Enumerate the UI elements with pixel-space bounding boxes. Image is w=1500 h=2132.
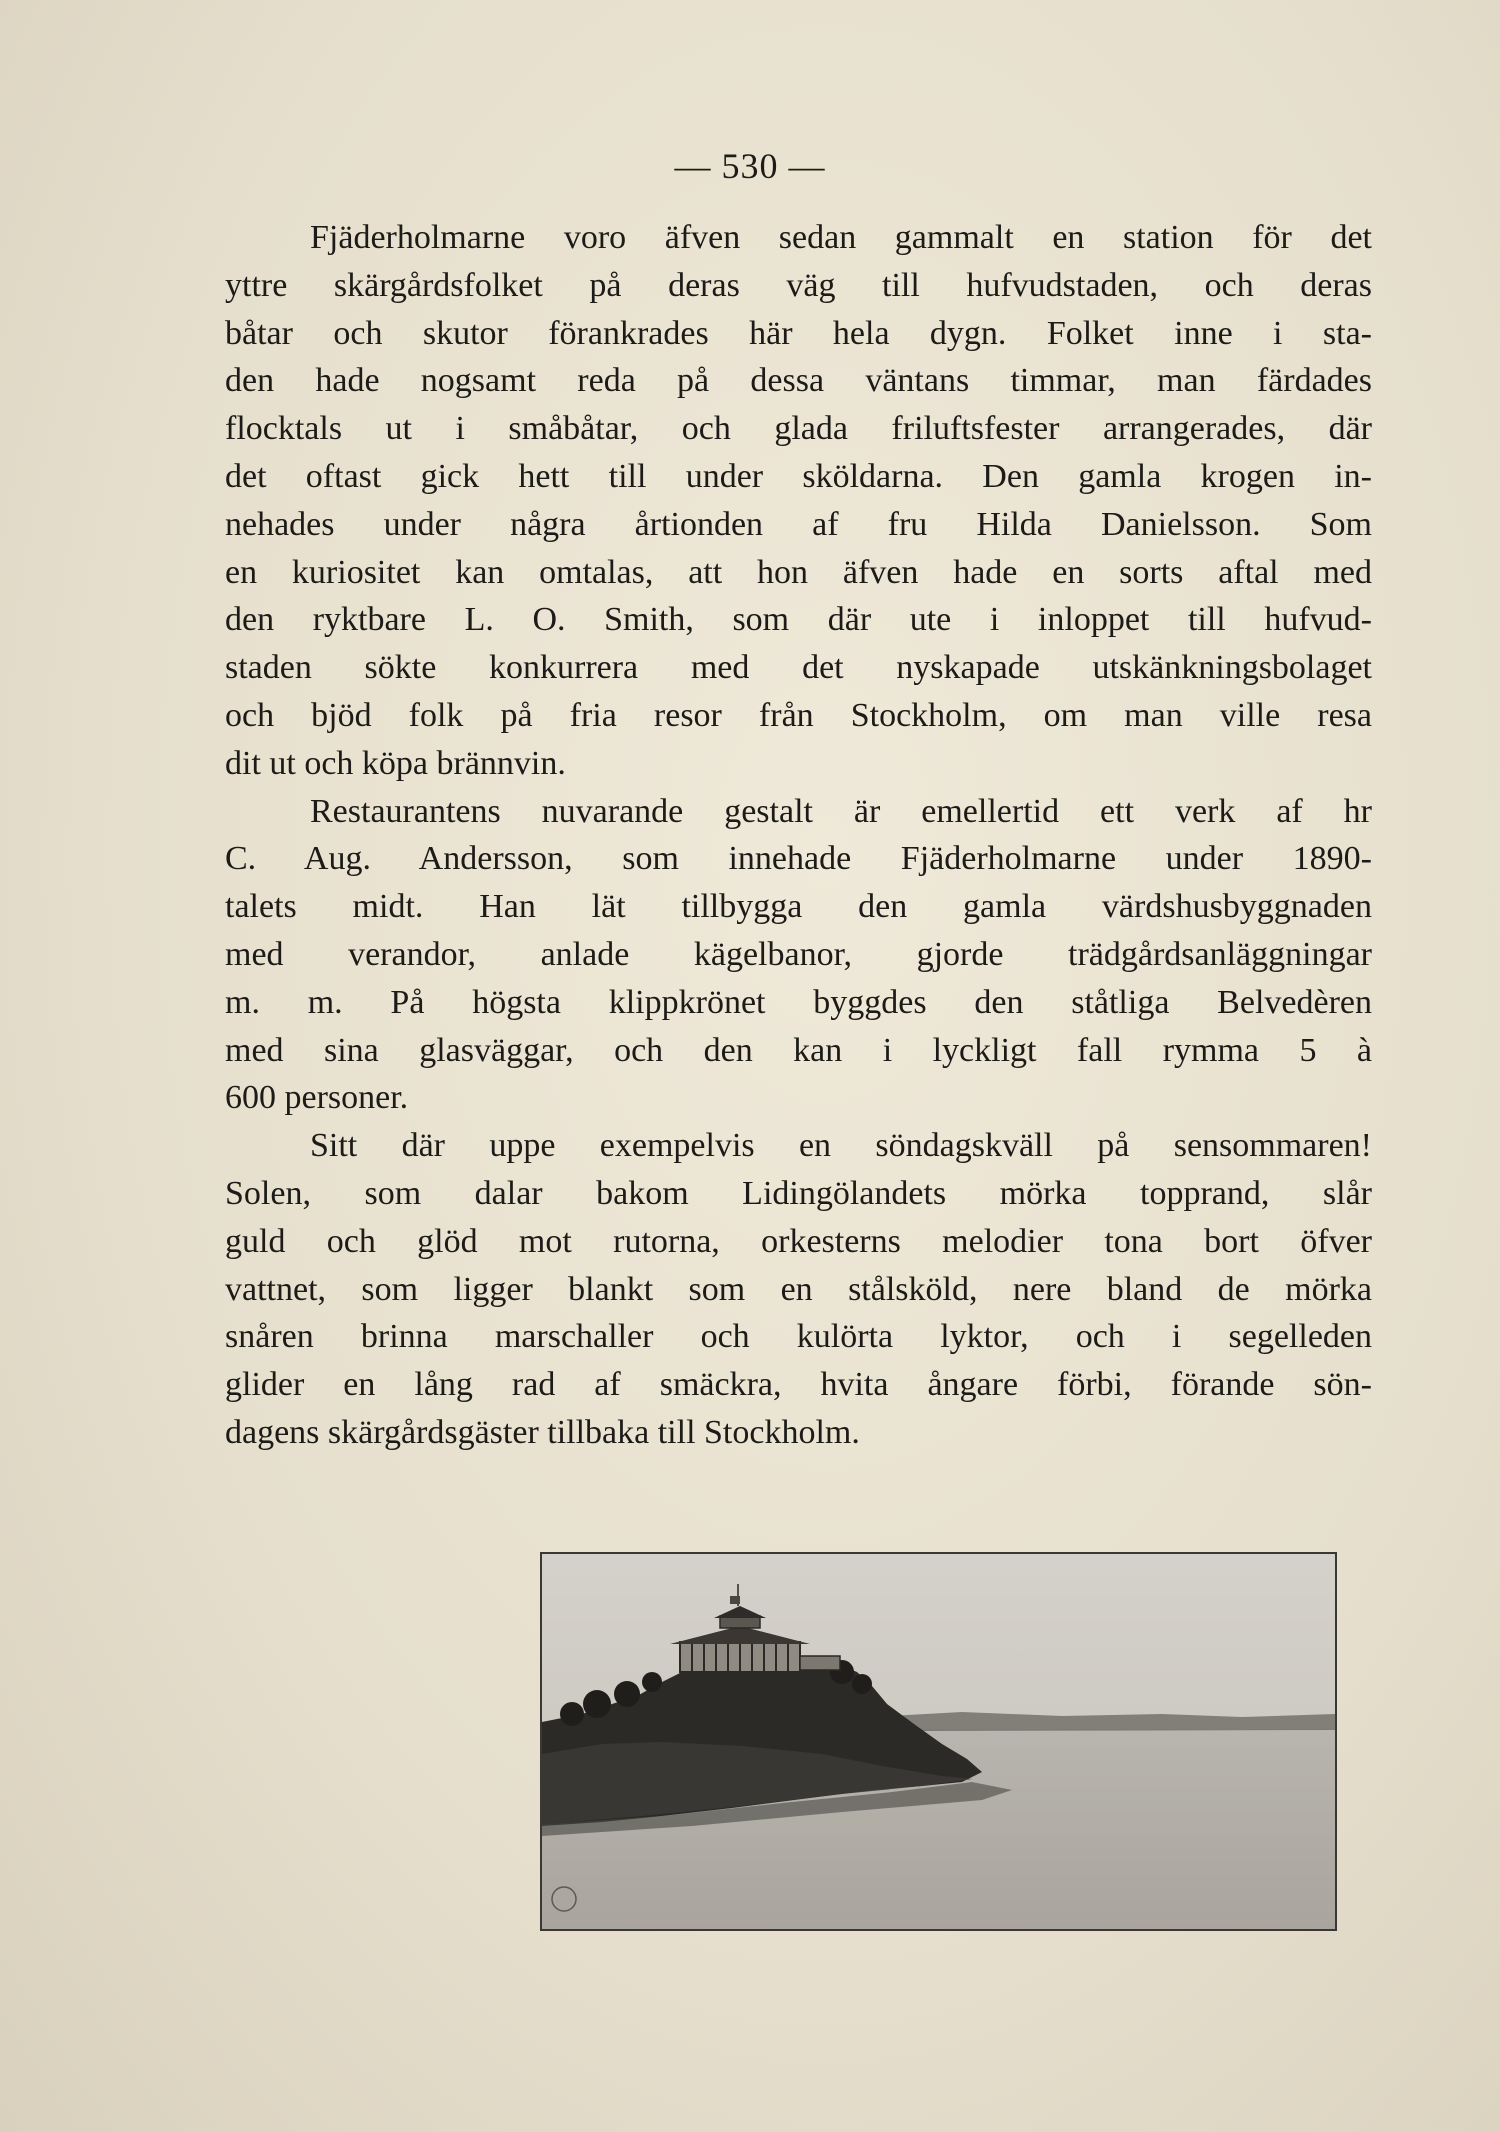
body-text (225, 214, 1372, 1457)
text-line: Fjäderholmarne voro äfven sedan gammalt en station för det (310, 219, 1372, 256)
text-line: Solen, som dalar bakom Lidingölandets mörka topprand, slår (225, 1174, 1372, 1212)
text-line: glider en lång rad af smäckra, hvita ångare förbi, förande sön- (225, 1366, 1372, 1404)
text-line: båtar och skutor förankrades här hela dygn. Folket inne i sta- (225, 314, 1372, 352)
text-line: en kuriositet kan omtalas, att hon äfven hade en sorts aftal med (225, 553, 1372, 591)
text-line: snåren brinna marschaller och kulörta lyktor, och i segelleden (225, 1318, 1372, 1356)
text-line: den ryktbare L. O. Smith, som där ute i inloppet till hufvud- (225, 601, 1372, 639)
text-line: guld och glöd mot rutorna, orkesterns melodier tona bort öfver (225, 1222, 1372, 1260)
text-line: yttre skärgårdsfolket på deras väg till hufvudstaden, och deras (225, 266, 1372, 304)
text-line: med sina glasväggar, och den kan i lyckligt fall rymma 5 à (225, 1031, 1372, 1069)
text-line: Sitt där uppe exempelvis en söndagskväll på sensommaren! (310, 1127, 1372, 1165)
text-line: talets midt. Han lät tillbygga den gamla värdshusbyggnaden (225, 888, 1372, 926)
island-photo (542, 1554, 1335, 1929)
text-line: C. Aug. Andersson, som innehade Fjäderholmarne under 1890- (225, 840, 1372, 878)
text-line: med verandor, anlade kägelbanor, gjorde trädgårdsanläggningar (225, 935, 1372, 973)
text-line: nehades under några årtionden af fru Hilda Danielsson. Som (225, 505, 1372, 543)
text-line: och bjöd folk på fria resor från Stockholm, om man ville resa (225, 696, 1372, 734)
text-line: dagens skärgårdsgäster tillbaka till Stockholm. (225, 1413, 860, 1451)
page-number: — 530 — (674, 146, 826, 186)
text-line: flocktals ut i småbåtar, och glada friluftsfester arrangerades, där (225, 410, 1372, 448)
text-line: Restaurantens nuvarande gestalt är emellertid ett verk af hr (310, 792, 1372, 830)
photo-figure (540, 1552, 1337, 1931)
text-line: staden sökte konkurrera med det nyskapade utskänkningsbolaget (225, 649, 1372, 687)
text-line: 600 personer. (225, 1079, 409, 1117)
text-line: vattnet, som ligger blankt som en stålsköld, nere bland de mörka (225, 1270, 1372, 1308)
text-line: dit ut och köpa brännvin. (225, 744, 566, 782)
text-line: det oftast gick hett till under sköldarna. Den gamla krogen in- (225, 457, 1372, 495)
text-line: den hade nogsamt reda på dessa väntans timmar, man färdades (225, 362, 1372, 400)
text-line: m. m. På högsta klippkrönet byggdes den ståtliga Belvedèren (225, 983, 1372, 1021)
